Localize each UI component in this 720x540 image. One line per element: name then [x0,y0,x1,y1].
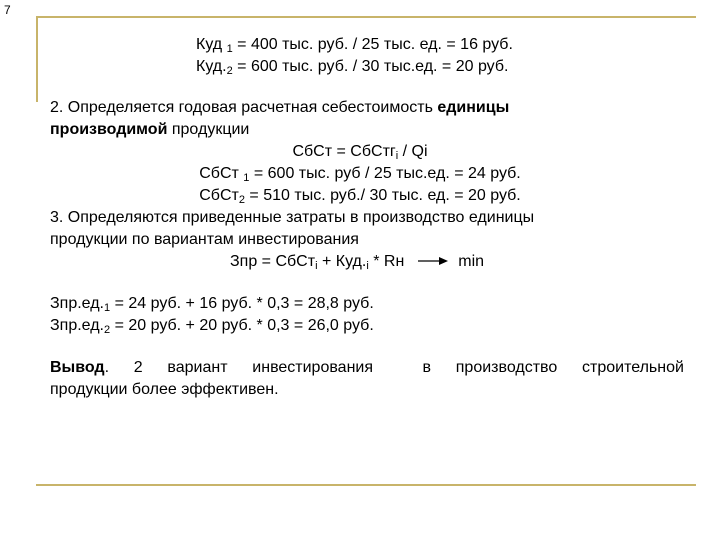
section-3-heading-line-1: 3. Определяются приведенные затраты в производство единицы [50,209,535,226]
cost-formula: СбСт = СбСтг$_i$ / Qi [292,143,428,162]
page-number: 7 [4,3,11,17]
kud-line-2: $Куд._2 = 600$ тыс. руб. / 30 тыс.ед. = 20 руб. [196,58,509,77]
conclusion-word: инвестирования [252,359,374,376]
result-line-2: $Зпр.ед._2 = 20$ руб. + 20 руб. * 0,3 = 26,0 руб. [50,317,374,336]
conclusion-line-1 [50,358,684,378]
left-rule [36,16,38,102]
section-2-heading-line-2: производимой продукции [50,121,250,138]
cost-calc-1: СбСт $_1$ = 600 тыс. руб / 25 тыс.ед. = 24 руб. [199,165,521,184]
conclusion-word: вариант [167,359,228,376]
section-2-heading-line-1: 2. Определяется годовая расчетная себестоимость единицы [50,99,510,116]
kud-line-1: Куд $_1$ = 400 тыс. руб. / 25 тыс. ед. = 16 руб. [196,36,513,55]
arrow-right-icon [418,252,448,272]
conclusion-word: Вывод. [50,359,110,376]
conclusion-word: производство [455,359,558,376]
conclusion-line-2: продукции более эффективен. [50,381,279,398]
reduced-cost-formula: Зпр = СбСт$_i$ + $Куд._i$ * Rн min [230,253,485,273]
result-line-1: $Зпр.ед._1 = 24$ руб. + 16 руб. * 0,3 = 28,8 руб. [50,295,374,314]
bottom-rule [36,484,696,486]
conclusion-word: 2 [133,359,143,376]
section-3-heading-line-2: продукции по вариантам инвестирования [50,231,359,248]
top-rule [36,16,696,18]
cost-calc-2: СбСт$_2$ = 510 тыс. руб./ 30 тыс. ед. = 20 руб. [199,187,521,206]
conclusion-word: в [422,359,432,376]
conclusion-word: строительной [582,359,684,376]
